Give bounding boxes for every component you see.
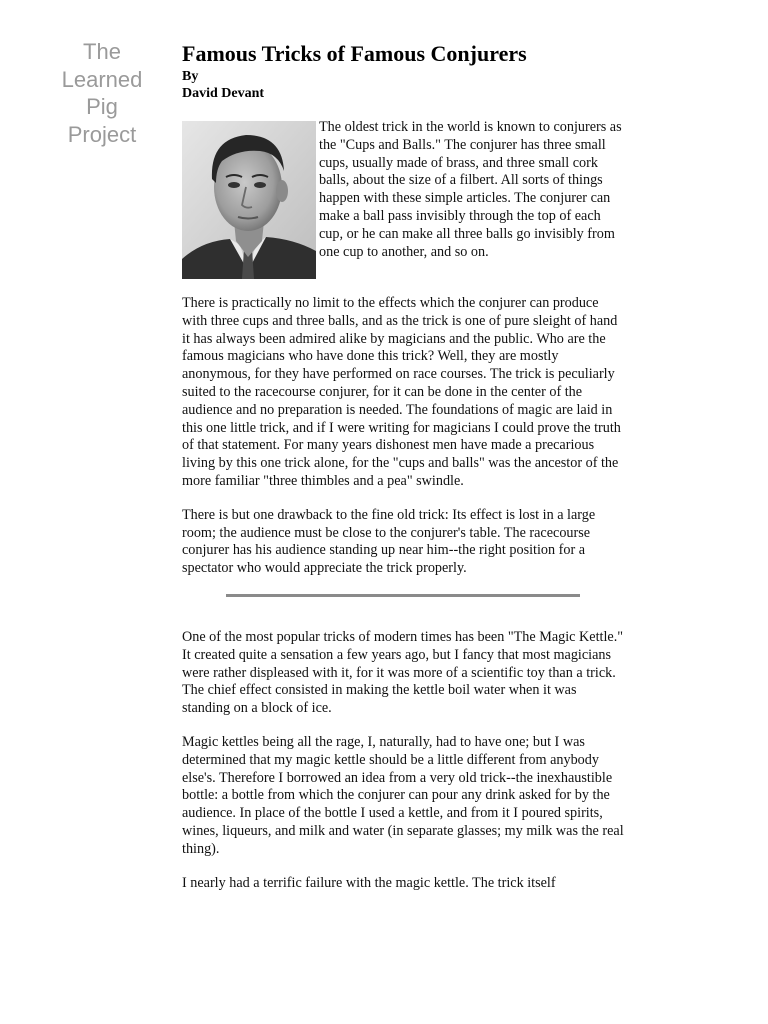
article-paragraph: There is practically no limit to the effects which the conjurer can produce with three cups and three balls, and as the trick is one of pure sleight of hand it has always been admired alike by magicians and the public. Who are the famous magicians who have done this trick? Well, they are mostly anonymous, for they have performed on race courses. The trick is peculiarly suited to the racecourse conjurer, for it can be done in the center of the audience and no preparation is needed. The foundations of magic are laid in this one little trick, and if I were writing for magicians I could prove the truth of that statement. For many years dishonest men have made a precarious living by this one trick alone, for the "cups and balls" was the ancestor of the more familiar "three thimbles and a pea" swindle. — [182, 295, 621, 489]
portrait-photo-icon — [182, 121, 316, 279]
article-paragraph: I nearly had a terrific failure with the magic kettle. The trick itself — [182, 874, 556, 891]
lead-section — [182, 119, 624, 279]
article-paragraph: There is but one drawback to the fine old trick: Its effect is lost in a large room; the audience must be close to the conjurer's table. The racecourse conjurer has his audience standing up near him--the right position for a spectator who would appreciate the trick properly. — [182, 506, 596, 577]
article-paragraph: One of the most popular tricks of modern times has been "The Magic Kettle." It created quite a sensation a few years ago, but I fancy that most magicians were rather displeased with it, for it was more of a scientific toy than a trick. The chief effect consisted in making the kettle boil water when it was standing on a block of ice. — [182, 628, 624, 717]
article-paragraph: The oldest trick in the world is known to conjurers as the "Cups and Balls." The conjurer has three small cups, usually made of brass, and three small cork balls, about the size of a filbert. All sorts of things happen with these simple articles. The conjurer can make a ball pass invisibly through the top of each cup, or he can make all three balls go invisibly from one cup to another, and so on. — [319, 119, 622, 260]
logo-line: Learned — [61, 66, 143, 92]
article — [182, 40, 624, 908]
article-title: Famous Tricks of Famous Conjurers — [182, 41, 527, 66]
site-logo[interactable] — [46, 38, 158, 148]
byline-label: By — [182, 69, 199, 84]
logo-line: Project — [67, 121, 137, 147]
section-divider — [226, 594, 580, 597]
logo-line: Pig — [86, 94, 118, 119]
author-name: David Devant — [182, 86, 265, 101]
article-paragraph: Magic kettles being all the rage, I, naturally, had to have one; but I was determined that my magic kettle should be a little different from anybody else's. Therefore I borrowed an idea from a very old trick--the inexhaustible bottle: a bottle from which the conjurer can pour any drink asked for by the audience. In place of the bottle I used a kettle, and from it I poured spirits, wines, liqueurs, and milk and water (in separate glasses; my milk was the real thing). — [182, 733, 624, 857]
logo-line: The — [83, 39, 121, 64]
